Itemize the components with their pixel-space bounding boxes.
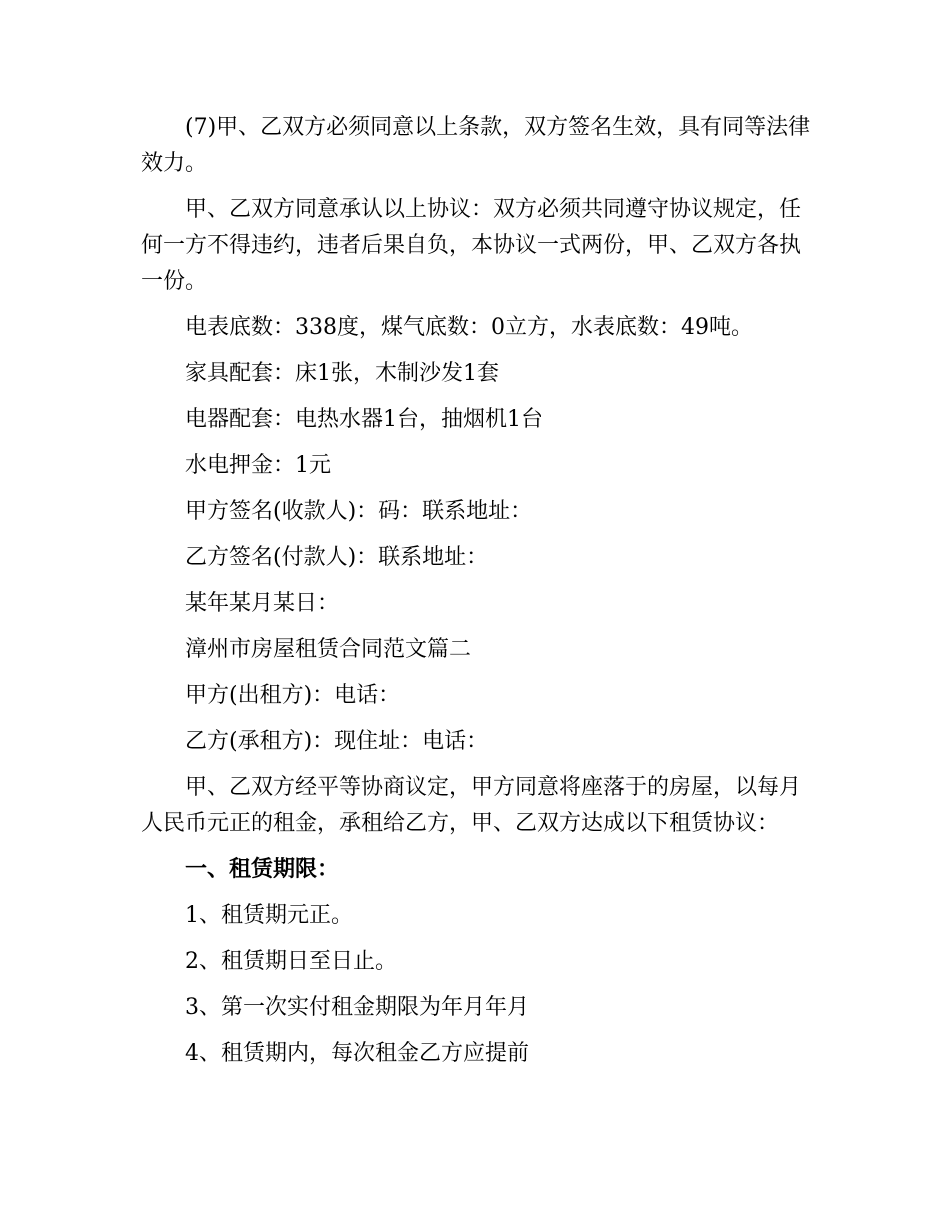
- section-title: 漳州市房屋租赁合同范文篇二: [185, 637, 472, 662]
- lease-term-item-4: 4、租赁期内，每次租金乙方应提前: [185, 1041, 529, 1066]
- furniture-list: 家具配套：床1张，木制沙发1套: [185, 361, 499, 386]
- party-a-signature-line: 甲方签名(收款人)：码：联系地址：: [185, 499, 533, 524]
- clause-signature-effect: (7)甲、乙双方必须同意以上条款，双方签名生效，具有同等法律效力。: [141, 115, 811, 176]
- party-b-signature-line: 乙方签名(付款人)：联系地址：: [185, 545, 489, 570]
- lease-term-item-3: 3、第一次实付租金期限为年月年月: [185, 995, 529, 1020]
- agreement-acknowledgement: 甲、乙双方同意承认以上协议：双方必须共同遵守协议规定，任何一方不得违约，违者后果自负，本协议一式两份，甲、乙双方各执一份。: [141, 197, 802, 294]
- lease-term-item-1: 1、租赁期元正。: [185, 903, 353, 928]
- lease-intro: 甲、乙双方经平等协商议定，甲方同意将座落于的房屋，以每月人民币元正的租金，承租给乙方，甲、乙双方达成以下租赁协议：: [141, 775, 802, 836]
- lease-term-item-2: 2、租赁期日至日止。: [185, 949, 397, 974]
- lease-term-heading: 一、租赁期限：: [185, 857, 340, 882]
- document-body: [141, 110, 821, 1082]
- date-line: 某年某月某日：: [185, 591, 340, 616]
- party-b-info: 乙方(承租方)：现住址：电话：: [185, 729, 489, 754]
- meter-readings: 电表底数：338度，煤气底数：0立方，水表底数：49吨。: [185, 315, 753, 340]
- party-a-info: 甲方(出租方)：电话：: [185, 683, 401, 708]
- appliance-list: 电器配套：电热水器1台，抽烟机1台: [185, 407, 543, 432]
- utility-deposit: 水电押金：1元: [185, 453, 331, 478]
